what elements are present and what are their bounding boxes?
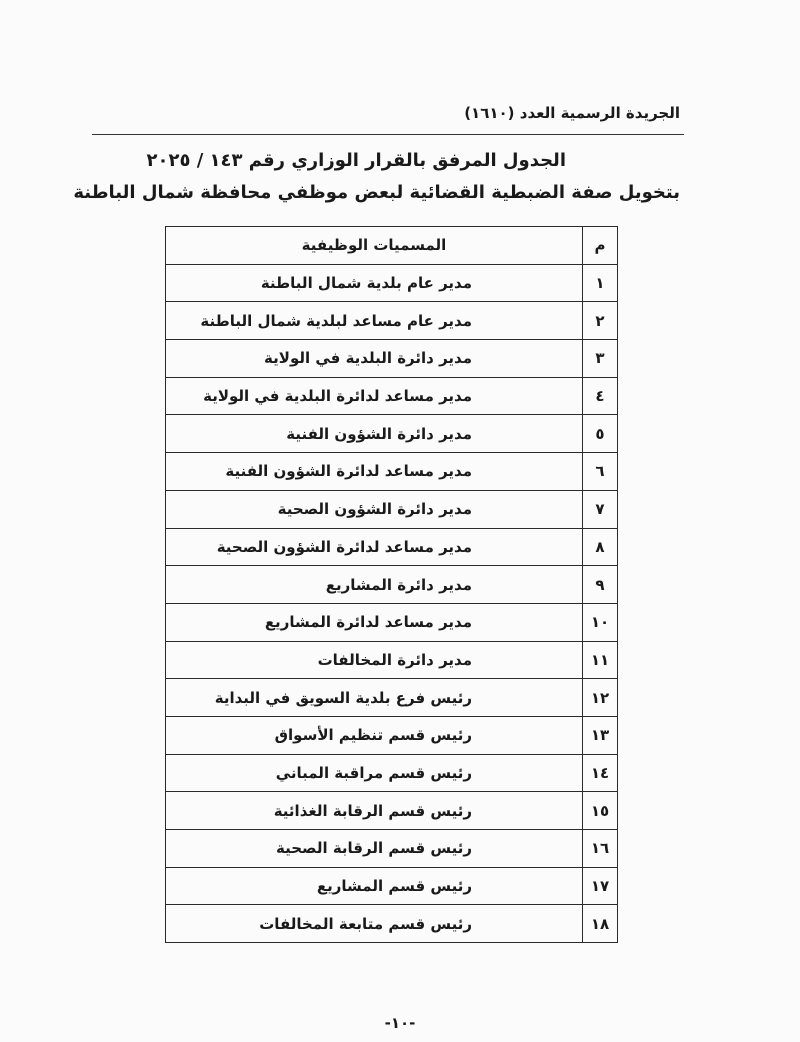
job-title-cell: رئيس قسم الرقابة الغذائية [166,792,583,830]
table-row [166,716,618,754]
table-row [166,679,618,717]
job-title-cell: رئيس قسم الرقابة الصحية [166,830,583,868]
job-title-cell: مدير دائرة المخالفات [166,641,583,679]
table-row [166,528,618,566]
job-title-cell: مدير دائرة الشؤون الصحية [166,490,583,528]
row-number: ١٥ [583,792,618,830]
job-title-cell: رئيس قسم تنظيم الأسواق [166,716,583,754]
row-number: ١٧ [583,867,618,905]
row-number: ٣ [583,340,618,378]
row-number: ٩ [583,566,618,604]
row-number: ١١ [583,641,618,679]
job-title-cell: مدير دائرة البلدية في الولاية [166,340,583,378]
job-titles-table [165,226,618,943]
row-number: ٨ [583,528,618,566]
table-title: الجدول المرفق بالقرار الوزاري رقم ١٤٣ / ٢٠٢٥ [146,150,566,171]
table-row [166,792,618,830]
job-title-cell: مدير مساعد لدائرة المشاريع [166,603,583,641]
job-title-cell: رئيس فرع بلدية السويق في البداية [166,679,583,717]
job-title-cell: رئيس قسم المشاريع [166,867,583,905]
table-row [166,490,618,528]
row-number: ١٣ [583,716,618,754]
gazette-header: الجريدة الرسمية العدد (١٦١٠) [464,104,680,122]
row-number: ١٢ [583,679,618,717]
job-title-cell: رئيس قسم مراقبة المباني [166,754,583,792]
table-row [166,641,618,679]
table-row [166,905,618,943]
job-title-cell: مدير مساعد لدائرة الشؤون الصحية [166,528,583,566]
job-title-cell: مدير مساعد لدائرة الشؤون الفنية [166,453,583,491]
table-subtitle: بتخويل صفة الضبطية القضائية لبعض موظفي محافظة شمال الباطنة [73,182,680,203]
table-header-row [166,227,618,265]
table-row [166,302,618,340]
table-row [166,340,618,378]
job-title-cell: مدير دائرة الشؤون الفنية [166,415,583,453]
row-number: ١ [583,264,618,302]
row-number: ١٨ [583,905,618,943]
job-title-cell: مدير مساعد لدائرة البلدية في الولاية [166,377,583,415]
row-number: ٦ [583,453,618,491]
table-row [166,566,618,604]
job-title-cell: مدير دائرة المشاريع [166,566,583,604]
row-number: ١٠ [583,603,618,641]
row-number: ١٦ [583,830,618,868]
header-divider [92,134,684,135]
row-number: ٥ [583,415,618,453]
table-row [166,415,618,453]
row-number: ٢ [583,302,618,340]
table-row [166,830,618,868]
page-number: -١٠- [384,1014,416,1032]
row-number: ٤ [583,377,618,415]
table-row [166,754,618,792]
column-header-number: م [583,227,618,265]
job-title-cell: مدير عام مساعد لبلدية شمال الباطنة [166,302,583,340]
table-row [166,453,618,491]
row-number: ٧ [583,490,618,528]
table-row [166,377,618,415]
table-row [166,264,618,302]
row-number: ١٤ [583,754,618,792]
table-row [166,867,618,905]
job-title-cell: مدير عام بلدية شمال الباطنة [166,264,583,302]
column-header-job-title: المسميات الوظيفية [166,227,583,265]
table-row [166,603,618,641]
job-title-cell: رئيس قسم متابعة المخالفات [166,905,583,943]
